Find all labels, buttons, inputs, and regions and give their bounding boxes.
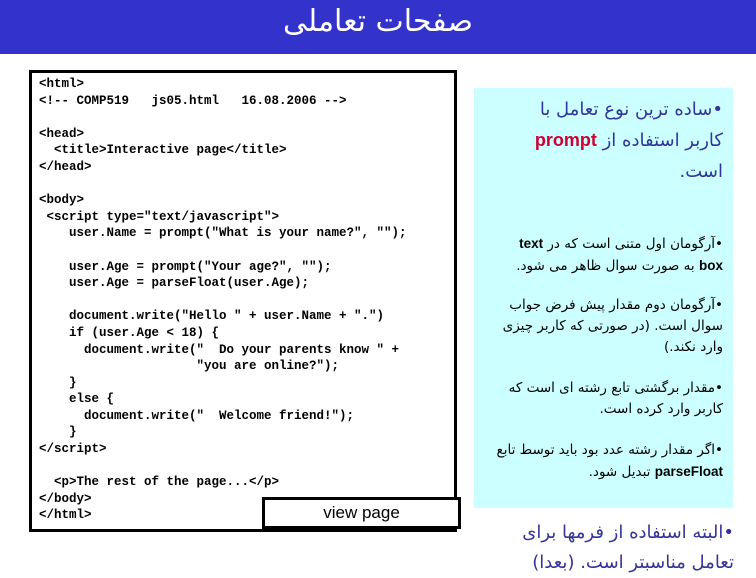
keyword-parsefloat: parseFloat <box>654 464 723 479</box>
note-text: •اگر مقدار رشته عدد بود باید توسط تابع <box>496 442 723 458</box>
code-line: <html> <box>39 77 85 91</box>
notes-panel <box>474 88 733 508</box>
code-line: } <box>39 375 77 390</box>
note-text: است. <box>679 161 723 182</box>
code-line: user.Age = parseFloat(user.Age); <box>39 276 310 291</box>
note-first-argument <box>493 233 723 277</box>
code-line: </body> <box>39 491 92 506</box>
note-text: به صورت سوال ظاهر می شود. <box>516 258 699 274</box>
code-line <box>39 109 407 126</box>
note-return-value: •مقدار برگشتی تابع رشته ای است که کاربر وارد کرده است. <box>508 380 723 417</box>
slide-title: صفحات تعاملی <box>283 4 473 39</box>
note-text: تبدیل شود. <box>588 464 655 480</box>
code-line <box>39 458 407 475</box>
code-line: <p>The rest of the page...</p> <box>39 475 280 490</box>
keyword-prompt: prompt <box>534 130 597 150</box>
code-line: <head> <box>39 126 85 141</box>
code-line: user.Age = prompt("Your age?", ""); <box>39 259 332 274</box>
note-prompt <box>503 94 723 187</box>
view-page-button[interactable]: view page <box>262 497 461 529</box>
code-line: else { <box>39 392 115 407</box>
keyword-text-box: text box <box>519 236 723 273</box>
code-line <box>39 176 407 193</box>
code-line: <!-- COMP519 js05.html 16.08.2006 --> <box>39 93 347 108</box>
code-line: <title>Interactive page</title> <box>39 143 287 158</box>
code-line: "you are online?"); <box>39 359 340 374</box>
code-line: user.Name = prompt("What is your name?", ""); <box>39 226 407 241</box>
code-line <box>39 292 407 309</box>
code-line: </html> <box>39 508 92 523</box>
code-listing <box>39 76 407 524</box>
note-text: •آرگومان اول متنی است که در <box>543 236 723 252</box>
code-line <box>39 242 407 259</box>
code-line: } <box>39 425 77 440</box>
code-line: if (user.Age < 18) { <box>39 325 220 340</box>
code-line: document.write(" Welcome friend!"); <box>39 408 355 423</box>
code-line: document.write("Hello " + user.Name + ".") <box>39 309 385 324</box>
code-line: </head> <box>39 159 92 174</box>
code-listing-box <box>29 70 457 532</box>
code-line: <script type="text/javascript"> <box>39 209 280 224</box>
note-parsefloat <box>493 440 723 483</box>
code-line: </script> <box>39 442 107 457</box>
note-text: •ساده ترین نوع تعامل با کاربر استفاده از <box>539 99 723 151</box>
code-line: document.write(" Do your parents know " + <box>39 342 400 357</box>
slide-header <box>0 0 756 54</box>
note-forms: •البته استفاده از فرمها برای تعامل مناسبتر است. (بعدا) <box>522 522 734 573</box>
code-line: <body> <box>39 193 85 208</box>
note-second-argument: •آرگومان دوم مقدار پیش فرض جواب سوال است. (در صورتی که کاربر چیزی وارد نکند.) <box>502 297 723 355</box>
